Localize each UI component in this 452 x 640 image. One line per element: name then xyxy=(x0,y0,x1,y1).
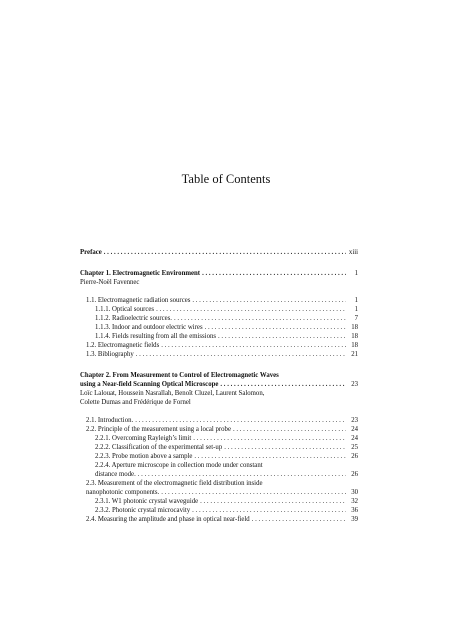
toc-entry-page: 24 xyxy=(351,426,358,433)
toc-entry-page: 7 xyxy=(354,315,358,322)
toc-entry-label: 2.2. Principle of the measurement using a local probe xyxy=(86,426,231,433)
toc-entry-label: 1.1.2. Radioelectric sources. xyxy=(95,315,173,322)
toc-entry-page: 1 xyxy=(354,270,358,277)
toc-entry[interactable] xyxy=(80,416,358,425)
table-of-contents xyxy=(80,248,358,524)
toc-chapter-1[interactable] xyxy=(80,269,358,278)
toc-entry-preface[interactable] xyxy=(80,248,358,257)
chapter-authors: Pierre-Noël Favennec xyxy=(80,279,140,286)
toc-entry-page: 36 xyxy=(351,507,358,514)
toc-entry-label: Preface xyxy=(80,249,102,256)
toc-entry[interactable] xyxy=(80,497,358,506)
toc-entry-page: 30 xyxy=(351,489,358,496)
dot-leader xyxy=(198,497,346,506)
toc-entry-line1[interactable]: 2.3. Measurement of the electromagnetic field distribution inside xyxy=(86,480,263,487)
toc-entry[interactable] xyxy=(80,434,358,443)
toc-entry-page: 18 xyxy=(351,333,358,340)
dot-leader xyxy=(102,248,346,257)
toc-entry-label: 1.3. Bibliography xyxy=(86,351,134,358)
toc-entry-label: 2.3.1. W1 photonic crystal waveguide xyxy=(95,498,199,505)
page-title: Table of Contents xyxy=(181,172,271,186)
dot-leader xyxy=(159,488,346,497)
dot-leader xyxy=(191,434,346,443)
toc-entry-page: 26 xyxy=(351,453,358,460)
toc-entry-page: 24 xyxy=(351,435,358,442)
toc-entry-page: 26 xyxy=(351,471,358,478)
toc-entry-page: xiii xyxy=(348,249,358,256)
dot-leader xyxy=(136,470,346,479)
toc-entry-label: 2.1. Introduction. xyxy=(86,417,134,424)
dot-leader xyxy=(190,296,346,305)
toc-entry-label: Chapter 1. Electromagnetic Environment xyxy=(80,270,201,277)
toc-entry-label: nanophotonic components. xyxy=(86,489,160,496)
chapter-authors: Colette Dumas and Frédérique de Fornel xyxy=(80,399,191,406)
dot-leader xyxy=(216,332,346,341)
dot-leader xyxy=(190,506,346,515)
dot-leader xyxy=(203,323,346,332)
toc-entry[interactable] xyxy=(80,314,358,323)
dot-leader xyxy=(218,380,346,389)
toc-entry-label: 1.2. Electromagnetic fields xyxy=(86,342,160,349)
toc-entry-page: 18 xyxy=(351,342,358,349)
toc-entry-label: 1.1.3. Indoor and outdoor electric wires xyxy=(95,324,203,331)
toc-entry[interactable] xyxy=(80,296,358,305)
toc-entry-line1[interactable]: 2.2.4. Aperture microscope in collection mode under constant xyxy=(95,462,263,469)
toc-entry-label: 1.1.4. Fields resulting from all the emissions xyxy=(95,333,217,340)
toc-entry[interactable] xyxy=(80,323,358,332)
toc-entry[interactable] xyxy=(80,305,358,314)
toc-entry-page: 18 xyxy=(351,324,358,331)
toc-entry[interactable] xyxy=(80,452,358,461)
toc-entry[interactable] xyxy=(80,470,358,479)
toc-entry-label: 2.4. Measuring the amplitude and phase in optical near-field xyxy=(86,516,250,523)
toc-entry-label: 1.1.1. Optical sources xyxy=(95,306,155,313)
dot-leader xyxy=(172,314,346,323)
toc-entry-page: 32 xyxy=(351,498,358,505)
dot-leader xyxy=(222,443,346,452)
toc-entry-label: 2.3.2. Photonic crystal microcavity xyxy=(95,507,191,514)
toc-entry-label: 2.2.1. Overcoming Rayleigh’s limit xyxy=(95,435,192,442)
toc-entry-page: 39 xyxy=(351,516,358,523)
toc-entry[interactable] xyxy=(80,332,358,341)
toc-entry-label: distance mode. xyxy=(95,471,136,478)
toc-entry-label: 2.2.2. Classification of the experimental set-up xyxy=(95,444,223,451)
dot-leader xyxy=(200,269,346,278)
toc-entry-page: 23 xyxy=(351,381,358,388)
toc-entry[interactable] xyxy=(80,341,358,350)
toc-entry-label: 1.1. Electromagnetic radiation sources xyxy=(86,297,191,304)
toc-chapter-2-title-line1[interactable]: Chapter 2. From Measurement to Control of Electromagnetic Waves xyxy=(80,372,279,379)
toc-entry-page: 25 xyxy=(351,444,358,451)
toc-entry[interactable] xyxy=(80,506,358,515)
toc-entry-page: 23 xyxy=(351,417,358,424)
toc-entry-page: 21 xyxy=(351,351,358,358)
toc-entry-label: using a Near-field Scanning Optical Microscope xyxy=(80,381,219,388)
toc-chapter-2[interactable] xyxy=(80,380,358,389)
toc-entry-page: 1 xyxy=(354,306,358,313)
dot-leader xyxy=(133,416,346,425)
chapter-authors: Loïc Lalouat, Houssein Nasrallah, Benoît Cluzel, Laurent Salomon, xyxy=(80,390,265,397)
toc-entry[interactable] xyxy=(80,488,358,497)
dot-leader xyxy=(192,452,346,461)
toc-entry-label: 2.2.3. Probe motion above a sample xyxy=(95,453,193,460)
dot-leader xyxy=(154,305,346,314)
toc-entry[interactable] xyxy=(80,443,358,452)
toc-entry[interactable] xyxy=(80,350,358,359)
dot-leader xyxy=(134,350,346,359)
toc-entry-page: 1 xyxy=(354,297,358,304)
dot-leader xyxy=(250,515,346,524)
dot-leader xyxy=(159,341,346,350)
toc-entry[interactable] xyxy=(80,515,358,524)
toc-entry[interactable] xyxy=(80,425,358,434)
dot-leader xyxy=(231,425,346,434)
